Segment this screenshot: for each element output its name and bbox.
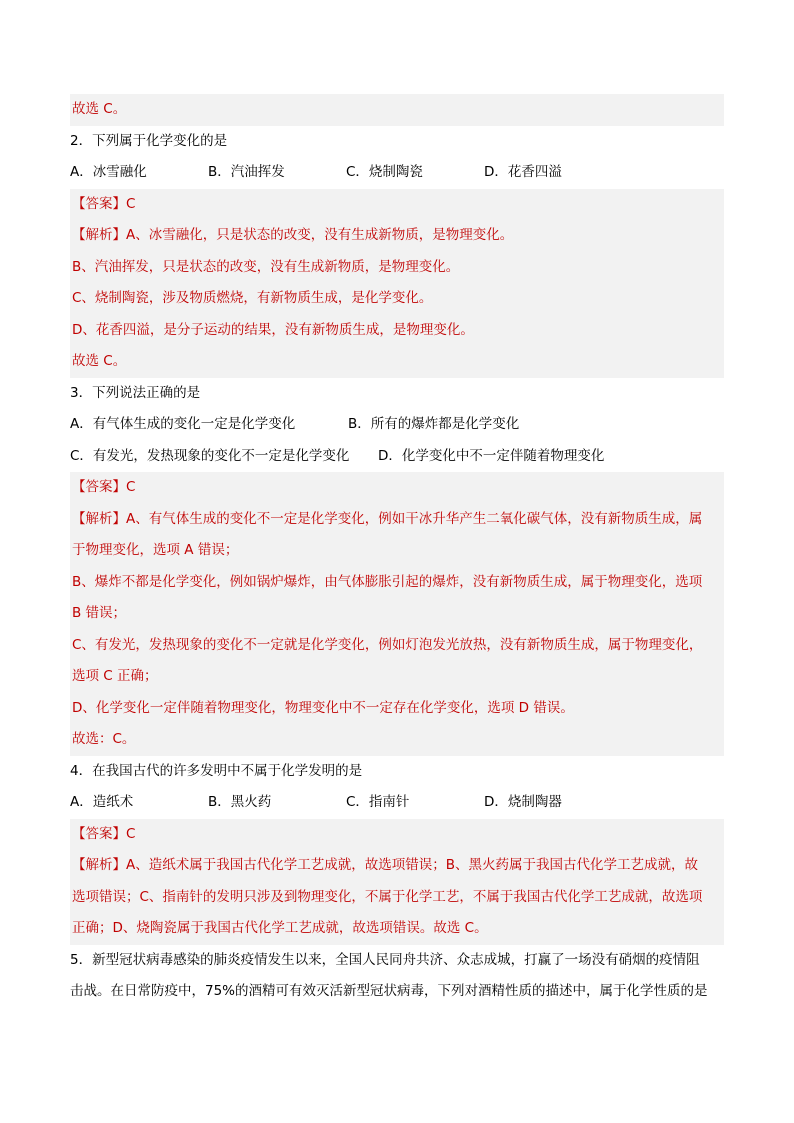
q3-option-c: C．有发光，发热现象的变化不一定是化学变化 — [70, 447, 350, 464]
q4-analysis-line: 选项错误；C、指南针的发明只涉及到物理变化，不属于化学工艺，不属于我国古代化学工艺成就，故选项 — [70, 882, 724, 914]
q3-answer: 【答案】C — [70, 472, 724, 504]
q3-analysis-line: 于物理变化，选项 A 错误； — [70, 535, 724, 567]
q3-analysis-line: B 错误； — [70, 598, 724, 630]
q2-analysis-line: D、花香四溢，是分子运动的结果，没有新物质生成，是物理变化。 — [70, 315, 724, 347]
q5-stem-line: 5．新型冠状病毒感染的肺炎疫情发生以来，全国人民同舟共济、众志成城，打赢了一场没有硝烟的疫情阻 — [70, 951, 700, 968]
q3-analysis-line: C、有发光，发热现象的变化不一定就是化学变化，例如灯泡发光放热，没有新物质生成，属于物理变化， — [70, 630, 724, 662]
q3-stem: 3．下列说法正确的是 — [70, 384, 201, 401]
q4-option-d: D．烧制陶器 — [484, 794, 562, 810]
q3-analysis-line: D、化学变化一定伴随着物理变化，物理变化中不一定存在化学变化，选项 D 错误。 — [70, 693, 724, 725]
q4-analysis-line: 正确；D、烧陶瓷属于我国古代化学工艺成就，故选项错误。故选 C。 — [70, 913, 724, 945]
q2-conclusion: 故选 C。 — [70, 346, 724, 378]
q3-conclusion: 故选：C。 — [70, 724, 724, 756]
q2-analysis-line: B、汽油挥发，只是状态的改变，没有生成新物质，是物理变化。 — [70, 252, 724, 284]
q2-option-c: C．烧制陶瓷 — [346, 164, 423, 180]
q3-options-row-2 — [70, 441, 724, 473]
document-page — [70, 94, 724, 1008]
q3-analysis-line: 【解析】A、有气体生成的变化不一定是化学变化，例如干冰升华产生二氧化碳气体，没有新物质生成，属 — [70, 504, 724, 536]
q4-analysis-line: 【解析】A、造纸术属于我国古代化学工艺成就，故选项错误；B、黑火药属于我国古代化学工艺成就，故 — [70, 850, 724, 882]
q2-option-d: D．花香四溢 — [484, 164, 562, 180]
q4-option-c: C．指南针 — [346, 794, 410, 810]
q2-option-a: A．冰雪融化 — [70, 164, 147, 180]
q3-option-d: D．化学变化中不一定伴随着物理变化 — [378, 447, 605, 464]
q1-conclusion: 故选 C。 — [70, 94, 724, 126]
q2-option-b: B．汽油挥发 — [208, 164, 285, 180]
q3-option-a: A．有气体生成的变化一定是化学变化 — [70, 416, 296, 432]
q5-stem-line: 击战。在日常防疫中，75%的酒精可有效灭活新型冠状病毒，下列对酒精性质的描述中，属于化学性质的是 — [70, 983, 708, 999]
q2-analysis-line: C、烧制陶瓷，涉及物质燃烧，有新物质生成，是化学变化。 — [70, 283, 724, 315]
q2-analysis-line: 【解析】A、冰雪融化，只是状态的改变，没有生成新物质，是物理变化。 — [70, 220, 724, 252]
q4-option-b: B．黑火药 — [208, 794, 272, 810]
q3-analysis-line: B、爆炸不都是化学变化，例如锅炉爆炸，由气体膨胀引起的爆炸，没有新物质生成，属于物理变化，选项 — [70, 567, 724, 599]
q3-option-b: B．所有的爆炸都是化学变化 — [348, 416, 520, 432]
q2-stem: 2．下列属于化学变化的是 — [70, 132, 228, 149]
q4-options — [70, 787, 724, 819]
q2-answer: 【答案】C — [70, 189, 724, 221]
q3-analysis-line: 选项 C 正确； — [70, 661, 724, 693]
q4-answer: 【答案】C — [70, 819, 724, 851]
q4-stem: 4．在我国古代的许多发明中不属于化学发明的是 — [70, 762, 363, 779]
q2-options — [70, 157, 724, 189]
q3-options-row-1 — [70, 409, 724, 441]
q4-option-a: A．造纸术 — [70, 794, 134, 810]
